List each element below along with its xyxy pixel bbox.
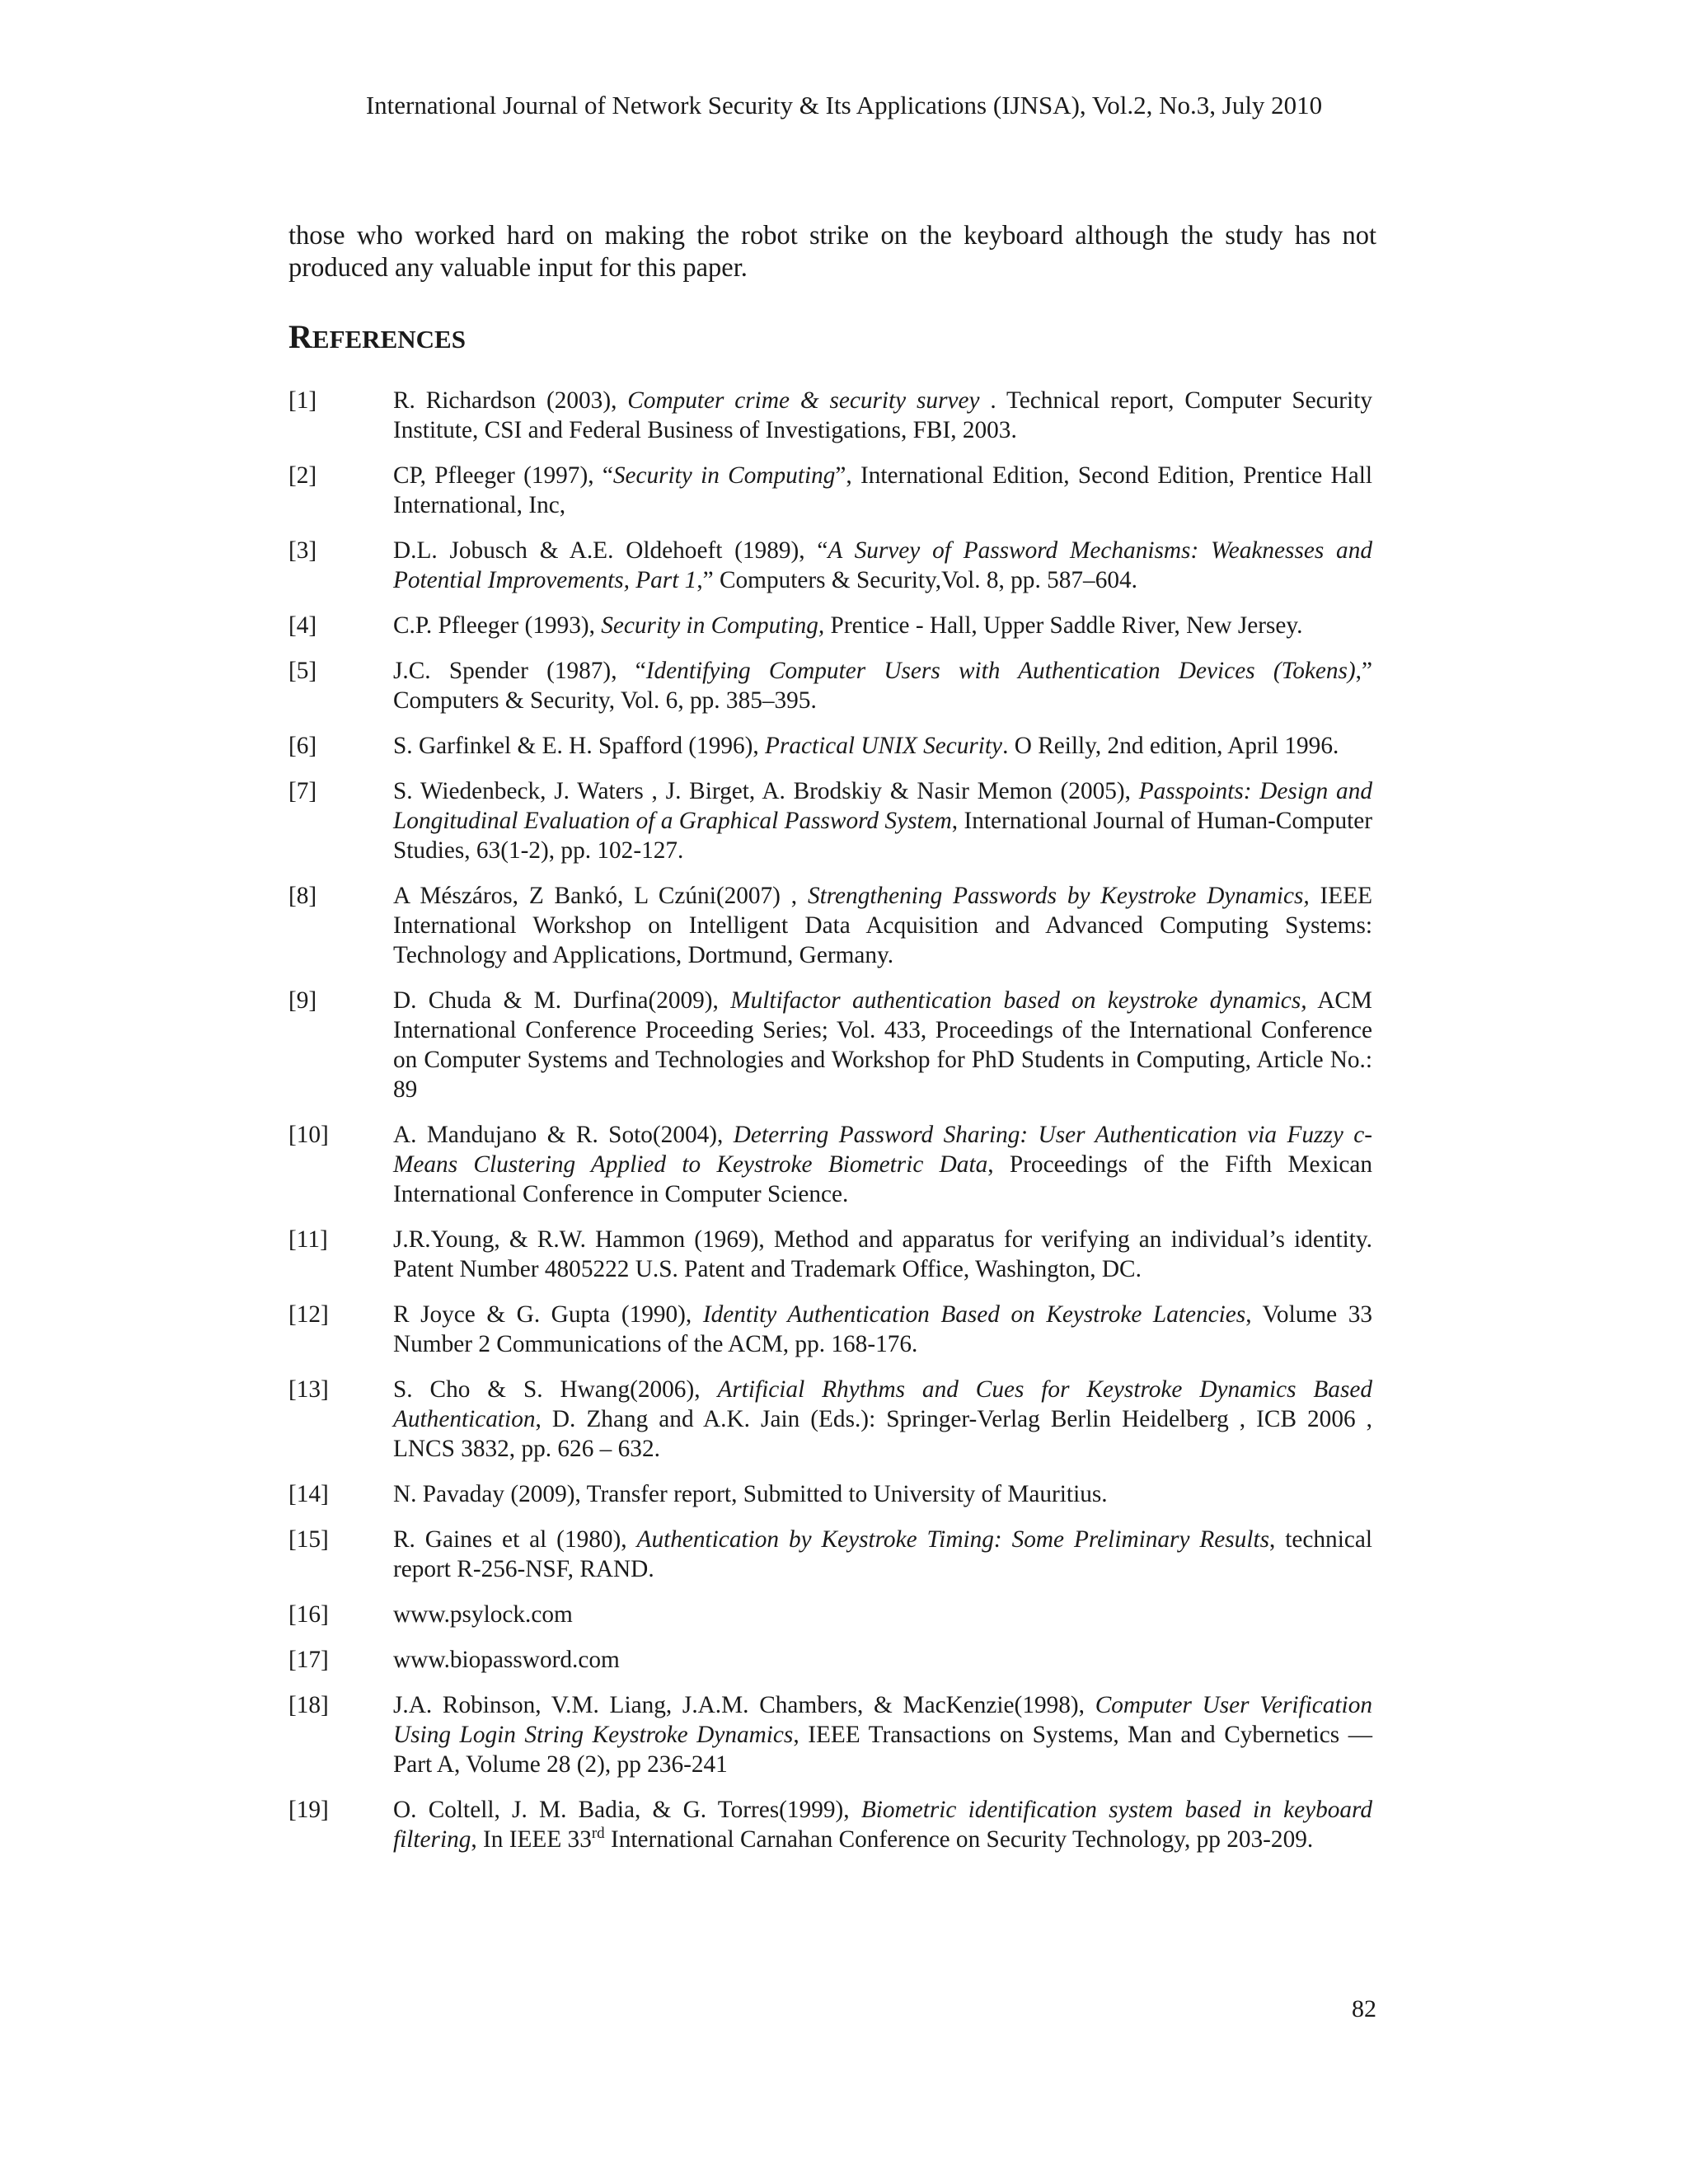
reference-number: [4] (288, 612, 317, 639)
reference-item (288, 611, 1372, 640)
reference-number: [6] (288, 733, 317, 759)
reference-item (288, 731, 1372, 761)
reference-text: J.R.Young, & R.W. Hammon (1969), Method and apparatus for verifying an individual’s identity. Patent Number 4805222 U.S. Patent and Trademark Office, Washington, DC. (393, 1226, 1372, 1282)
reference-list (288, 386, 1372, 1870)
references-heading-rest: EFERENCES (312, 325, 466, 354)
reference-item (288, 461, 1372, 520)
page-number: 82 (1352, 1995, 1376, 2022)
reference-item (288, 986, 1372, 1104)
reference-number: [1] (288, 387, 317, 414)
reference-number: [15] (288, 1526, 329, 1553)
reference-item (288, 1375, 1372, 1464)
reference-number: [16] (288, 1601, 329, 1628)
intro-paragraph: those who worked hard on making the robot strike on the keyboard although the study has not produced any valuable input for this paper. (288, 221, 1376, 283)
reference-item (288, 386, 1372, 445)
reference-number: [7] (288, 778, 317, 804)
reference-number: [14] (288, 1481, 329, 1507)
reference-text: S. Cho & S. Hwang(2006), Artificial Rhythms and Cues for Keystroke Dynamics Based Authentication, D. Zhang and A.K. Jain (Eds.): Springer-Verlag Berlin Heidelberg , ICB 2006 , LNCS 3832, pp. 626 – 632. (393, 1376, 1372, 1462)
reference-text: S. Garfinkel & E. H. Spafford (1996), Practical UNIX Security. O Reilly, 2nd edition, April 1996. (393, 733, 1339, 759)
reference-text: R Joyce & G. Gupta (1990), Identity Authentication Based on Keystroke Latencies, Volume 33 Number 2 Communications of the ACM, pp. 168-176. (393, 1301, 1372, 1357)
reference-number: [2] (288, 462, 317, 489)
reference-text: D.L. Jobusch & A.E. Oldehoeft (1989), “A Survey of Password Mechanisms: Weaknesses and Potential Improvements, Part 1,” Computers & Security,Vol. 8, pp. 587–604. (393, 537, 1372, 593)
reference-item (288, 1525, 1372, 1584)
reference-number: [13] (288, 1376, 329, 1403)
reference-text: N. Pavaday (2009), Transfer report, Submitted to University of Mauritius. (393, 1481, 1108, 1507)
reference-item (288, 776, 1372, 865)
reference-text: S. Wiedenbeck, J. Waters , J. Birget, A. Brodskiy & Nasir Memon (2005), Passpoints: Design and Longitudinal Evaluation of a Graphical Password System, International Journal of Human-Computer Studies, 63(1-2), pp. 102-127. (393, 778, 1373, 864)
reference-item (288, 1690, 1372, 1779)
reference-item (288, 656, 1372, 715)
reference-item (288, 1300, 1372, 1359)
running-header: International Journal of Network Security & Its Applications (IJNSA), Vol.2, No.3, July 2010 (365, 91, 1323, 120)
reference-item (288, 1479, 1372, 1509)
reference-text: www.biopassword.com (393, 1647, 620, 1673)
reference-text: CP, Pfleeger (1997), “Security in Computing”, International Edition, Second Edition, Prentice Hall International, Inc, (393, 462, 1372, 518)
references-heading (288, 317, 466, 359)
reference-item (288, 536, 1372, 595)
reference-item (288, 1225, 1372, 1284)
reference-number: [10] (288, 1122, 329, 1148)
reference-number: [19] (288, 1797, 329, 1823)
reference-item (288, 1120, 1372, 1209)
reference-text: A. Mandujano & R. Soto(2004), Deterring Password Sharing: User Authentication via Fuzzy c-Means Clustering Applied to Keystroke Biometric Data, Proceedings of the Fifth Mexican International Conference in Computer Science. (393, 1122, 1372, 1207)
reference-item (288, 881, 1372, 970)
reference-number: [17] (288, 1647, 329, 1673)
reference-text: D. Chuda & M. Durfina(2009), Multifactor authentication based on keystroke dynamics, ACM International Conference Proceeding Series; Vol. 433, Proceedings of the International Conference on Computer Systems and Technologies and Workshop for PhD Students in Computing, Article No.: 89 (393, 987, 1372, 1103)
reference-text: A Mészáros, Z Bankó, L Czúni(2007) , Strengthening Passwords by Keystroke Dynamics, IEEE International Workshop on Intelligent Data Acquisition and Advanced Computing Systems: Technology and Applications, Dortmund, Germany. (393, 883, 1372, 968)
reference-number: [11] (288, 1226, 328, 1253)
reference-text: J.C. Spender (1987), “Identifying Computer Users with Authentication Devices (Tokens),” Computers & Security, Vol. 6, pp. 385–395. (393, 658, 1372, 714)
reference-number: [12] (288, 1301, 329, 1328)
reference-text: www.psylock.com (393, 1601, 573, 1628)
reference-number: [5] (288, 658, 317, 684)
reference-text: R. Gaines et al (1980), Authentication by Keystroke Timing: Some Preliminary Results, technical report R-256-NSF, RAND. (393, 1526, 1372, 1582)
reference-number: [3] (288, 537, 317, 564)
reference-item (288, 1600, 1372, 1629)
reference-number: [8] (288, 883, 317, 909)
reference-text: R. Richardson (2003), Computer crime & security survey . Technical report, Computer Security Institute, CSI and Federal Business of Investigations, FBI, 2003. (393, 387, 1372, 443)
reference-number: [18] (288, 1692, 329, 1718)
reference-text: C.P. Pfleeger (1993), Security in Computing, Prentice - Hall, Upper Saddle River, New Jersey. (393, 612, 1303, 639)
reference-item (288, 1795, 1372, 1854)
references-heading-initial: R (288, 318, 312, 355)
reference-item (288, 1645, 1372, 1675)
reference-text: J.A. Robinson, V.M. Liang, J.A.M. Chambers, & MacKenzie(1998), Computer User Verification Using Login String Keystroke Dynamics, IEEE Transactions on Systems, Man and Cybernetics —Part A, Volume 28 (2), pp 236-241 (393, 1692, 1372, 1778)
reference-number: [9] (288, 987, 317, 1014)
reference-text: O. Coltell, J. M. Badia, & G. Torres(1999), Biometric identification system based in keyboard filtering, In IEEE 33rd International Carnahan Conference on Security Technology, pp 203-209. (393, 1797, 1372, 1853)
